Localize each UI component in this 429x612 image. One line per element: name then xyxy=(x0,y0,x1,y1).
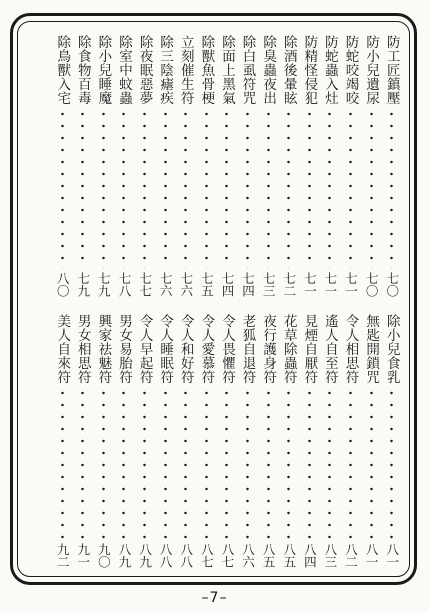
dot-leader xyxy=(122,387,125,540)
entry-page-number: 七〇 xyxy=(384,272,400,297)
entry-title: 令人相思符 xyxy=(342,314,359,384)
dot-leader xyxy=(61,387,64,540)
toc-entry xyxy=(196,35,217,297)
toc-entry xyxy=(52,314,73,568)
toc-entry xyxy=(134,35,155,297)
toc-entry xyxy=(175,35,196,297)
dot-leader xyxy=(246,108,249,269)
dot-leader xyxy=(267,387,270,540)
entry-title: 防小兒遺尿 xyxy=(363,35,380,105)
dot-leader xyxy=(328,108,331,269)
entry-page-number: 八三 xyxy=(322,543,338,568)
entry-title: 花草除蟲符 xyxy=(280,314,297,384)
entry-title: 夜行護身符 xyxy=(260,314,277,384)
entry-page-number: 八八 xyxy=(158,543,174,568)
entry-page-number: 七七 xyxy=(137,272,153,297)
entry-page-number: 七九 xyxy=(96,272,112,297)
entry-page-number: 七六 xyxy=(178,272,194,297)
entry-page-number: 八〇 xyxy=(55,272,71,297)
entry-title: 除小兒食乳 xyxy=(383,314,400,384)
dot-leader xyxy=(102,387,105,540)
entry-page-number: 八二 xyxy=(343,543,359,568)
dot-leader xyxy=(370,108,373,269)
entry-title: 除臭蟲夜出 xyxy=(260,35,277,105)
dot-leader xyxy=(308,108,311,269)
dot-leader xyxy=(184,387,187,540)
dot-leader xyxy=(61,108,64,269)
toc-entry xyxy=(361,314,382,568)
dot-leader xyxy=(225,108,228,269)
entry-title: 除獸魚骨梗 xyxy=(198,35,215,105)
dot-leader xyxy=(81,108,84,269)
entry-page-number: 七五 xyxy=(199,272,215,297)
toc-entry xyxy=(278,35,299,297)
toc-entry xyxy=(320,35,341,297)
entry-title: 防工匠鎮壓 xyxy=(383,35,400,105)
entry-title: 除小兒睡魔 xyxy=(95,35,112,105)
toc-entry xyxy=(258,35,279,297)
entry-title: 除酒後暈眩 xyxy=(280,35,297,105)
entry-title: 無匙開鎖咒 xyxy=(363,314,380,384)
contents-lower-section xyxy=(30,314,402,568)
entry-page-number: 八九 xyxy=(137,543,153,568)
toc-entry xyxy=(340,314,361,568)
entry-title: 令人早起符 xyxy=(136,314,153,384)
toc-entry xyxy=(237,314,258,568)
dot-leader xyxy=(287,387,290,540)
toc-entry xyxy=(175,314,196,568)
entry-page-number: 七〇 xyxy=(364,272,380,297)
toc-entry xyxy=(73,35,94,297)
entry-page-number: 八七 xyxy=(199,543,215,568)
toc-entry xyxy=(134,314,155,568)
contents-upper-section xyxy=(30,35,402,297)
dot-leader xyxy=(184,108,187,269)
toc-entry xyxy=(217,314,238,568)
entry-page-number: 八五 xyxy=(281,543,297,568)
entry-page-number: 七四 xyxy=(219,272,235,297)
toc-entry xyxy=(320,314,341,568)
entry-title: 除室中蚊蟲 xyxy=(115,35,132,105)
dot-leader xyxy=(164,387,167,540)
toc-entry xyxy=(93,35,114,297)
entry-page-number: 七六 xyxy=(158,272,174,297)
dot-leader xyxy=(287,108,290,269)
entry-page-number: 九〇 xyxy=(96,543,112,568)
entry-page-number: 七二 xyxy=(281,272,297,297)
entry-title: 除鳥獸入宅 xyxy=(54,35,71,105)
dot-leader xyxy=(143,108,146,269)
entry-page-number: 七九 xyxy=(75,272,91,297)
toc-entry xyxy=(155,35,176,297)
entry-page-number: 七八 xyxy=(116,272,132,297)
entry-page-number: 九二 xyxy=(55,543,71,568)
toc-entry xyxy=(114,35,135,297)
toc-entry xyxy=(299,35,320,297)
dot-leader xyxy=(349,387,352,540)
dot-leader xyxy=(390,108,393,269)
toc-entry xyxy=(114,314,135,568)
entry-title: 令人睡眠符 xyxy=(157,314,174,384)
entry-title: 除食物百毒 xyxy=(74,35,91,105)
dot-leader xyxy=(225,387,228,540)
entry-page-number: 七四 xyxy=(240,272,256,297)
entry-title: 老狐自退符 xyxy=(239,314,256,384)
entry-page-number: 八六 xyxy=(240,543,256,568)
entry-title: 除夜眠惡夢 xyxy=(136,35,153,105)
toc-entry xyxy=(258,314,279,568)
toc-entry xyxy=(299,314,320,568)
entry-page-number: 八九 xyxy=(116,543,132,568)
toc-entry xyxy=(381,35,402,297)
entry-page-number: 八八 xyxy=(178,543,194,568)
dot-leader xyxy=(246,387,249,540)
entry-title: 美人自來符 xyxy=(54,314,71,384)
dot-leader xyxy=(267,108,270,269)
entry-page-number: 八七 xyxy=(219,543,235,568)
entry-page-number: 七一 xyxy=(343,272,359,297)
toc-entry xyxy=(73,314,94,568)
dot-leader xyxy=(164,108,167,269)
dot-leader xyxy=(81,387,84,540)
dot-leader xyxy=(328,387,331,540)
entry-title: 見煙自厭符 xyxy=(301,314,318,384)
dot-leader xyxy=(102,108,105,269)
entry-title: 興家祛魅符 xyxy=(95,314,112,384)
entry-title: 令人畏懼符 xyxy=(218,314,235,384)
dot-leader xyxy=(143,387,146,540)
entry-title: 令人和好符 xyxy=(177,314,194,384)
toc-entry xyxy=(381,314,402,568)
entry-title: 除白虱符咒 xyxy=(239,35,256,105)
toc-entry xyxy=(155,314,176,568)
entry-title: 防蛇咬竭咬 xyxy=(342,35,359,105)
entry-page-number: 八五 xyxy=(261,543,277,568)
dot-leader xyxy=(390,387,393,540)
dot-leader xyxy=(122,108,125,269)
dot-leader xyxy=(205,108,208,269)
entry-title: 男女相思符 xyxy=(74,314,91,384)
entry-page-number: 八一 xyxy=(384,543,400,568)
entry-title: 防蛇蟲入灶 xyxy=(321,35,338,105)
dot-leader xyxy=(308,387,311,540)
toc-entry xyxy=(340,35,361,297)
toc-entry xyxy=(361,35,382,297)
entry-title: 除三陰瘧疾 xyxy=(157,35,174,105)
entry-page-number: 七三 xyxy=(261,272,277,297)
toc-entry xyxy=(278,314,299,568)
entry-page-number: 七一 xyxy=(302,272,318,297)
toc-entry xyxy=(196,314,217,568)
dot-leader xyxy=(370,387,373,540)
toc-entry xyxy=(237,35,258,297)
entry-page-number: 九一 xyxy=(75,543,91,568)
entry-page-number: 八四 xyxy=(302,543,318,568)
entry-title: 除面上黑氣 xyxy=(218,35,235,105)
entry-page-number: 七一 xyxy=(322,272,338,297)
entry-title: 立刻催生符 xyxy=(177,35,194,105)
dot-leader xyxy=(205,387,208,540)
toc-entry xyxy=(93,314,114,568)
entry-page-number: 八一 xyxy=(364,543,380,568)
toc-entry xyxy=(217,35,238,297)
entry-title: 防精怪侵犯 xyxy=(301,35,318,105)
toc-entry xyxy=(52,35,73,297)
dot-leader xyxy=(349,108,352,269)
entry-title: 男女易胎符 xyxy=(115,314,132,384)
page-number: –7– xyxy=(201,590,228,606)
entry-title: 遙人自至符 xyxy=(321,314,338,384)
entry-title: 令人愛慕符 xyxy=(198,314,215,384)
